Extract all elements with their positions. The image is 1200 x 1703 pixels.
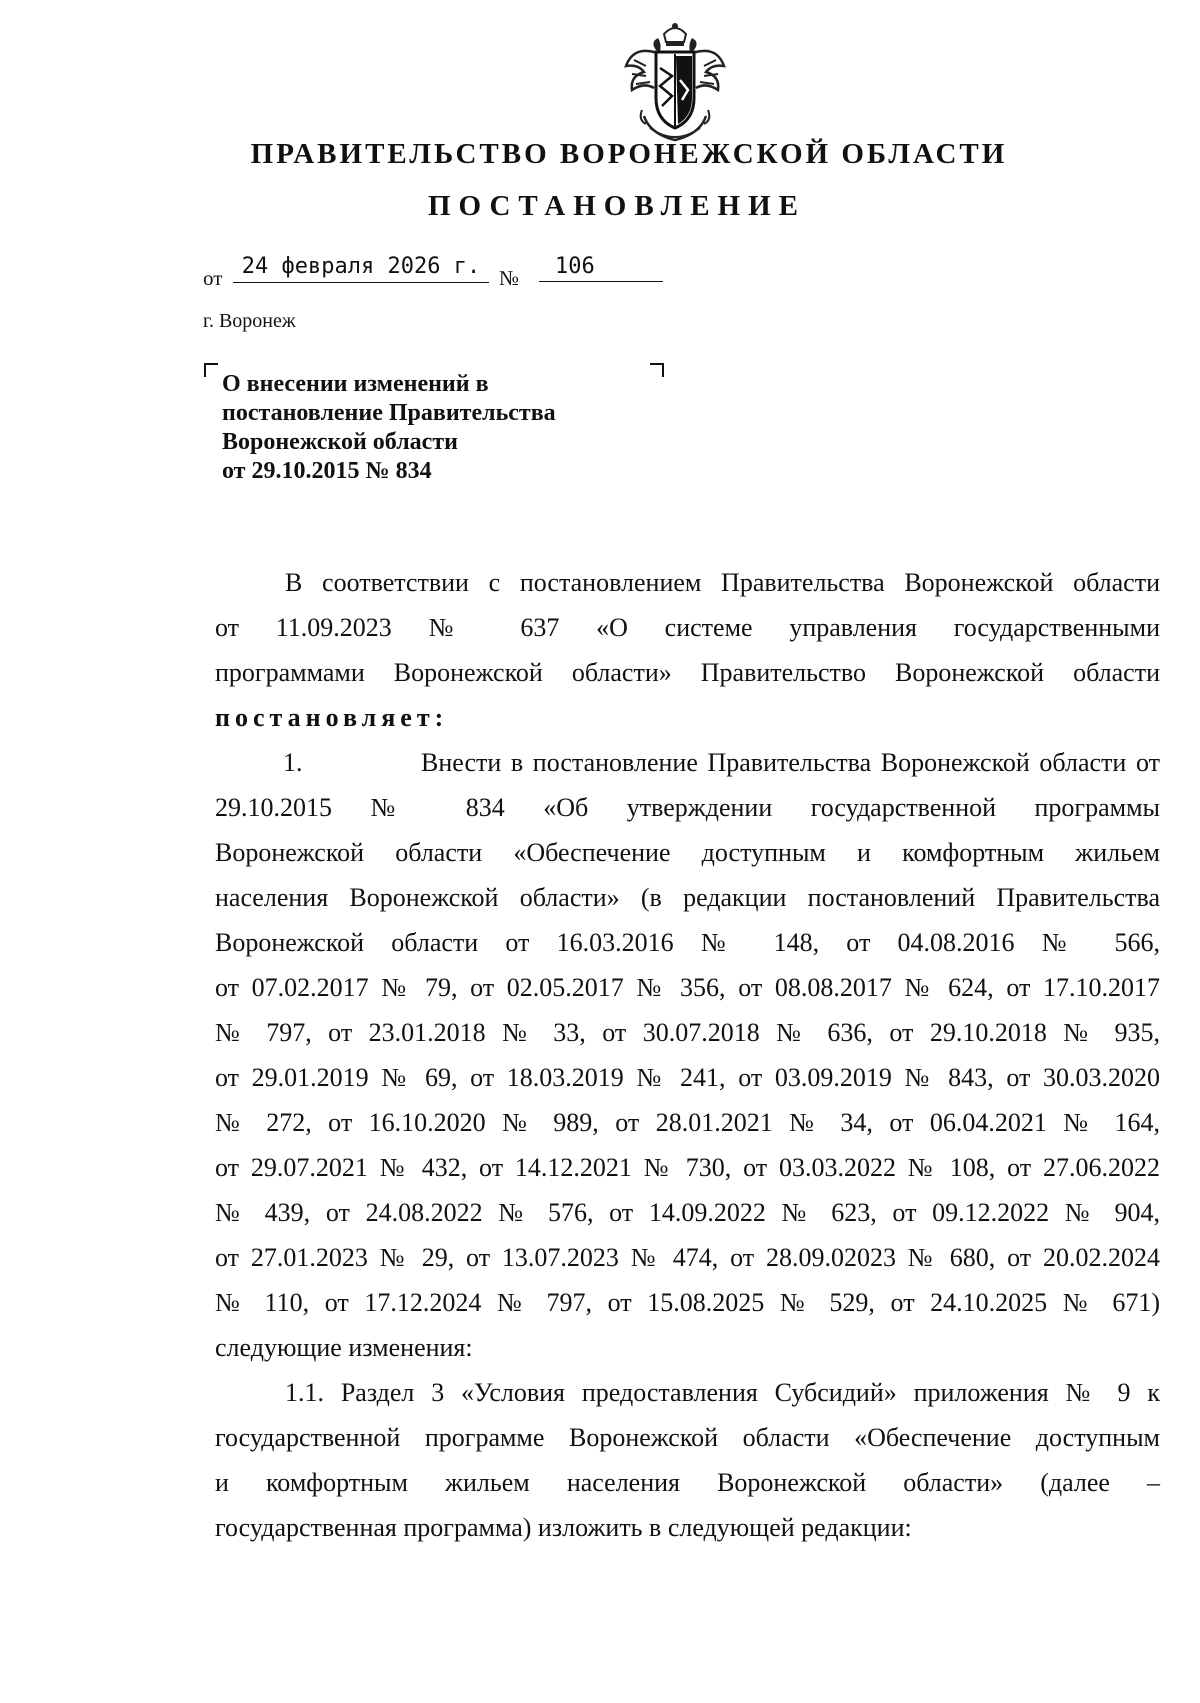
- subject-line: Воронежской области: [222, 429, 458, 455]
- document-number: 106: [539, 252, 663, 282]
- item-1-1-line: 1.1. Раздел 3 «Условия предоставления Субсидий» приложения № 9 к: [285, 1378, 1160, 1407]
- document-body: [215, 560, 1160, 1550]
- subject-line: от 29.10.2015 № 834: [222, 458, 432, 484]
- number-sign: №: [499, 266, 520, 290]
- document-subject: [222, 370, 662, 486]
- preamble-line: от 11.09.2023 № 637 «О системе управления государственными: [215, 613, 1160, 642]
- city: г. Воронеж: [203, 310, 296, 332]
- preamble-line: программами Воронежской области» Правительство Воронежской области: [215, 658, 1160, 687]
- resolves-word: постановляет:: [215, 703, 449, 732]
- item-1-line: Внести в постановление Правительства Воронежской области от: [421, 748, 1160, 777]
- item-1-line: № 272, от 16.10.2020 № 989, от 28.01.2021 № 34, от 06.04.2021 № 164,: [215, 1108, 1160, 1137]
- item-1-line: № 439, от 24.08.2022 № 576, от 14.09.2022 № 623, от 09.12.2022 № 904,: [215, 1198, 1160, 1227]
- item-1-line: от 07.02.2017 № 79, от 02.05.2017 № 356, от 08.08.2017 № 624, от 17.10.2017: [215, 973, 1160, 1002]
- corner-mark-left: [204, 363, 218, 377]
- subject-line: постановление Правительства: [222, 400, 556, 426]
- item-1-line: 29.10.2015 № 834 «Об утверждении государственной программы: [215, 793, 1160, 822]
- item-1-line: № 110, от 17.12.2024 № 797, от 15.08.2025 № 529, от 24.10.2025 № 671): [215, 1288, 1160, 1317]
- item-1-line: от 29.01.2019 № 69, от 18.03.2019 № 241, от 03.09.2019 № 843, от 30.03.2020: [215, 1063, 1160, 1092]
- item-1-line: Воронежской области от 16.03.2016 № 148, от 04.08.2016 № 566,: [215, 928, 1160, 957]
- item-1-line: от 29.07.2021 № 432, от 14.12.2021 № 730, от 03.03.2022 № 108, от 27.06.2022: [215, 1153, 1160, 1182]
- item-1-line: Воронежской области «Обеспечение доступным и комфортным жильем: [215, 838, 1160, 867]
- item-1-1-line: государственной программе Воронежской области «Обеспечение доступным: [215, 1423, 1160, 1452]
- item-1-last-line: следующие изменения:: [215, 1333, 473, 1362]
- item-1-1-line: и комфортным жильем населения Воронежской области» (далее –: [215, 1468, 1160, 1497]
- subject-line: О внесении изменений в: [222, 371, 489, 397]
- coat-of-arms-icon: [620, 20, 730, 148]
- item-1-line: от 27.01.2023 № 29, от 13.07.2023 № 474, от 28.09.02023 № 680, от 20.02.2024: [215, 1243, 1160, 1272]
- document-date: 24 февраля 2026 г.: [233, 252, 489, 283]
- item-1-number: 1.: [283, 748, 303, 777]
- organization-title: ПРАВИТЕЛЬСТВО ВОРОНЕЖСКОЙ ОБЛАСТИ: [250, 138, 1008, 170]
- preamble-line: В соответствии с постановлением Правительства Воронежской области: [285, 568, 1160, 597]
- item-1-first-line: [215, 740, 1160, 785]
- item-1-1-last-line: государственная программа) изложить в следующей редакции:: [215, 1513, 912, 1542]
- document-type: ПОСТАНОВЛЕНИЕ: [427, 190, 806, 222]
- date-prefix: от: [203, 266, 223, 290]
- item-1-line: населения Воронежской области» (в редакции постановлений Правительства: [215, 883, 1160, 912]
- item-1-line: № 797, от 23.01.2018 № 33, от 30.07.2018 № 636, от 29.10.2018 № 935,: [215, 1018, 1160, 1047]
